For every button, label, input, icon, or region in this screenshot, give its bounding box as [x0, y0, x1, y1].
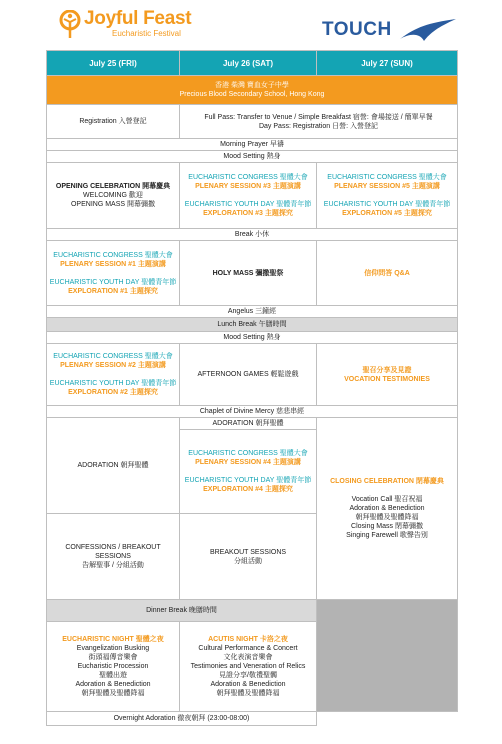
fri-plenary: PLENARY SESSION #1 主題演講: [60, 260, 166, 268]
header: [0, 0, 502, 48]
sun-plenary: PLENARY SESSION #5 主題演講: [334, 183, 440, 190]
chaplet-row: Chaplet of Divine Mercy 慈悲串經: [47, 406, 458, 418]
afternoon-games-cell: AFTERNOON GAMES 輕鬆遊戲: [180, 344, 317, 406]
venue-zh: 香港 柴灣 寶血女子中學: [215, 82, 289, 89]
full-pass-text: Full Pass: Transfer to Venue / Simple Breakfast 宿營: 會場接送 / 簡單早餐: [204, 113, 433, 121]
night-fri-item-3: Eucharistic Procession: [77, 663, 149, 670]
closing-item-2: Adoration & Benediction: [349, 505, 425, 512]
night-fri-item-2: 街頭福傳音樂會: [88, 654, 138, 661]
fri-youth: EUCHARISTIC YOUTH DAY 聖體青年節: [49, 278, 177, 286]
sat4-congress: EUCHARISTIC CONGRESS 聖體大會: [188, 450, 308, 457]
night-sat-item-5: Adoration & Benediction: [210, 681, 286, 688]
brand-subtitle: Eucharistic Festival: [112, 29, 181, 38]
fri-congress: EUCHARISTIC CONGRESS 聖體大會: [53, 251, 173, 259]
vocation-en: VOCATION TESTIMONIES: [344, 375, 430, 383]
fri2-exploration: EXPLORATION #2 主題探究: [68, 389, 158, 396]
wave-icon: [398, 17, 458, 43]
registration-cell: Registration 入營登記: [47, 105, 180, 139]
vocation-cell: [317, 344, 458, 406]
night-fri-item-5: Adoration & Benediction: [75, 681, 151, 688]
morning-prayer: Morning Prayer 早禱: [47, 139, 458, 151]
holy-mass-cell: HOLY MASS 彌撒聖祭: [180, 241, 317, 306]
sat4-youth: EUCHARISTIC YOUTH DAY 聖體青年節: [184, 477, 312, 484]
day-header-sat: July 26 (SAT): [180, 51, 317, 76]
day-pass-text: Day Pass: Registration 日營: 入營登記: [258, 122, 379, 130]
sat-congress: EUCHARISTIC CONGRESS 聖體大會: [188, 174, 308, 181]
closing-item-3: 朝拜聖體及聖體降福: [355, 514, 419, 521]
breakout-cell: [180, 514, 317, 600]
day-header-fri: July 25 (FRI): [47, 51, 180, 76]
closing-celebration: CLOSING CELEBRATION 閉幕慶典: [330, 478, 444, 485]
breakout-en: BREAKOUT SESSIONS: [209, 548, 287, 556]
sat-plenary: PLENARY SESSION #3 主題演講: [195, 183, 301, 190]
fri-session1-cell: [47, 241, 180, 306]
pass-cell: [180, 105, 458, 139]
partner-name: TOUCH: [322, 19, 392, 40]
night-fri-title: EUCHARISTIC NIGHT 聖體之夜: [62, 636, 164, 643]
night-fri-item-6: 朝拜聖體及聖體降福: [81, 690, 145, 697]
schedule-table: [46, 50, 458, 726]
night-sat-item-3: Testimonies and Veneration of Relics: [190, 663, 306, 670]
breakout-zh: 分組活動: [234, 557, 262, 565]
sun-congress: EUCHARISTIC CONGRESS 聖體大會: [327, 174, 447, 181]
qa-cell: 信仰問答 Q&A: [317, 241, 458, 306]
welcoming: WELCOMING 歡迎: [83, 192, 143, 199]
night-sat-item-2: 文化表演音樂會: [223, 654, 273, 661]
angelus-row: Angelus 三鐘經: [47, 306, 458, 318]
sat-exploration: EXPLORATION #3 主題探究: [203, 210, 293, 217]
venue-banner: [47, 76, 458, 105]
sat4-exploration: EXPLORATION #4 主題探究: [203, 486, 293, 493]
mood-setting-afternoon: Mood Setting 熱身: [47, 332, 458, 344]
sat-youth: EUCHARISTIC YOUTH DAY 聖體青年節: [184, 201, 312, 208]
fri-adoration-cell: ADORATION 朝拜聖體: [47, 418, 180, 514]
lunch-row: Lunch Break 午膳時間: [47, 318, 458, 332]
mood-setting-morning: Mood Setting 熱身: [47, 151, 458, 163]
eucharistic-night-cell: [47, 622, 180, 712]
overnight-row: Overnight Adoration 徹夜朝拜 (23:00-08:00): [47, 712, 317, 726]
closing-item-5: Singing Farewell 歌聲告別: [346, 532, 428, 539]
sun-youth: EUCHARISTIC YOUTH DAY 聖體青年節: [323, 201, 451, 208]
confessions-zh: 告解聖事 / 分組活動: [82, 562, 144, 569]
night-sat-item-6: 朝拜聖體及聖體降福: [216, 690, 280, 697]
fri-exploration: EXPLORATION #1 主題探究: [68, 287, 158, 295]
sun-exploration: EXPLORATION #5 主題探究: [342, 210, 432, 217]
fri2-congress: EUCHARISTIC CONGRESS 聖體大會: [53, 353, 173, 360]
confessions-en: CONFESSIONS / BREAKOUT SESSIONS: [65, 544, 161, 560]
brand-name: Joyful Feast: [84, 8, 192, 29]
night-sat-title: ACUTIS NIGHT 卡洛之夜: [208, 636, 288, 643]
opening-cell: [47, 163, 180, 229]
fri2-plenary: PLENARY SESSION #2 主題演講: [60, 362, 166, 369]
sun-evening-empty: [317, 600, 458, 712]
closing-cell: [317, 418, 458, 600]
vocation-zh: 聖召分享及見證: [362, 366, 412, 374]
sat-adoration-cell: ADORATION 朝拜聖體: [180, 418, 317, 430]
sat-session3-cell: [180, 163, 317, 229]
dinner-row: Dinner Break 晚膳時間: [47, 600, 317, 622]
sun-session5-cell: [317, 163, 458, 229]
closing-item-4: Closing Mass 閉幕彌撒: [351, 523, 423, 530]
night-fri-item-4: 聖體出遊: [99, 672, 127, 679]
night-sat-item-4: 見證分享/敬禮聖髑: [219, 672, 277, 679]
venue-en: Precious Blood Secondary School, Hong Kong: [179, 91, 325, 98]
break-row: Break 小休: [47, 229, 458, 241]
day-header-sun: July 27 (SUN): [317, 51, 458, 76]
closing-item-1: Vocation Call 聖召祝福: [351, 496, 423, 503]
fri2-youth: EUCHARISTIC YOUTH DAY 聖體青年節: [49, 380, 177, 387]
opening-mass: OPENING MASS 開幕彌撒: [70, 201, 155, 208]
acutis-night-cell: [180, 622, 317, 712]
sat4-plenary: PLENARY SESSION #4 主題演講: [195, 459, 301, 466]
day-header-row: [47, 51, 458, 76]
night-fri-item-1: Evangelization Busking: [76, 645, 150, 652]
opening-celebration: OPENING CELEBRATION 開幕慶典: [55, 183, 171, 190]
confessions-cell: [47, 514, 180, 600]
night-sat-item-1: Cultural Performance & Concert: [198, 645, 298, 652]
sat-session4-cell: [180, 430, 317, 514]
fri-session2-cell: [47, 344, 180, 406]
joyful-feast-logo-icon: [58, 10, 82, 40]
